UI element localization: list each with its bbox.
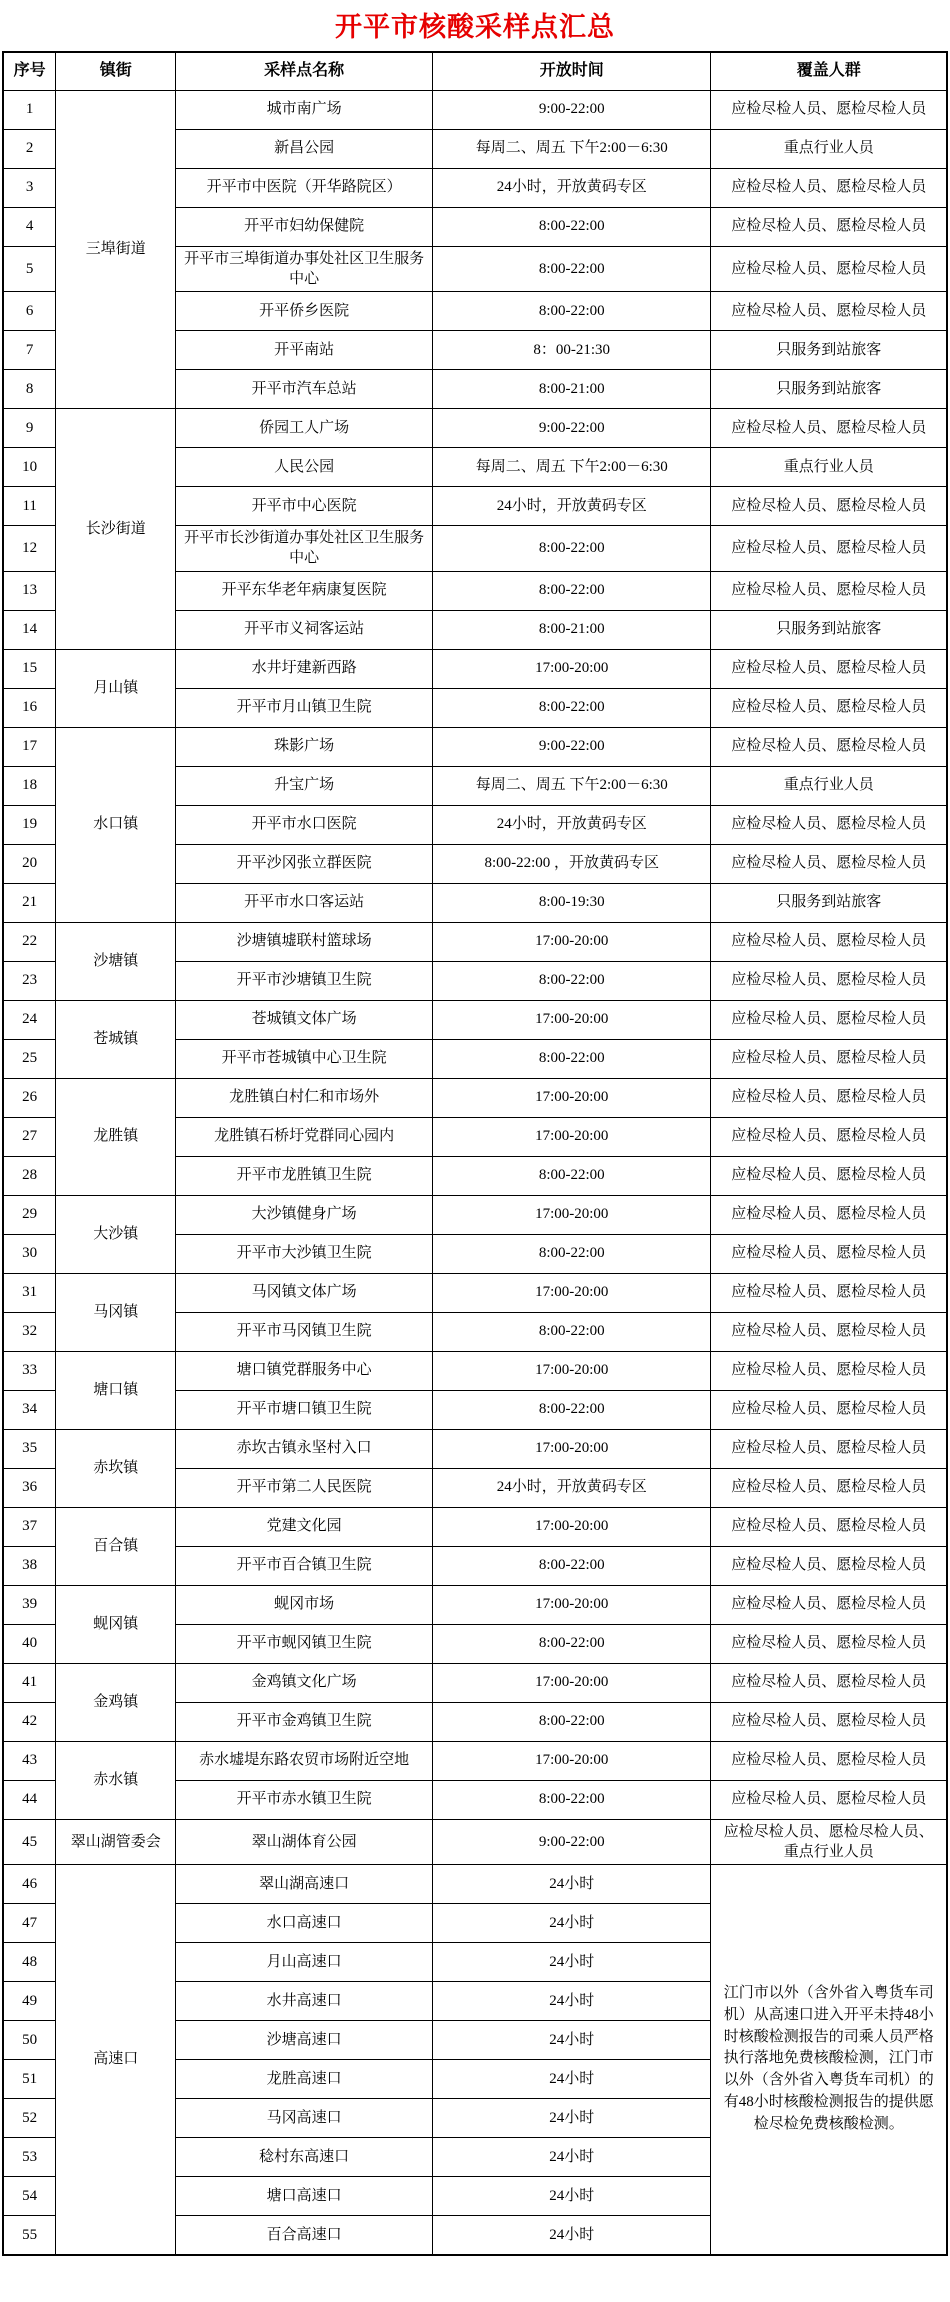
row-number: 40 xyxy=(3,1624,56,1663)
town-cell: 翠山湖管委会 xyxy=(56,1819,176,1865)
site-name-cell: 龙胜镇白村仁和市场外 xyxy=(176,1078,433,1117)
open-time-cell: 24小时 xyxy=(433,1865,711,1904)
open-time-cell: 17:00-20:00 xyxy=(433,1741,711,1780)
coverage-cell: 应检尽检人员、愿检尽检人员 xyxy=(711,1663,947,1702)
open-time-cell: 8:00-22:00 xyxy=(433,1234,711,1273)
coverage-cell: 应检尽检人员、愿检尽检人员 xyxy=(711,688,947,727)
row-number: 54 xyxy=(3,2177,56,2216)
row-number: 29 xyxy=(3,1195,56,1234)
open-time-cell: 8:00-22:00 xyxy=(433,207,711,246)
open-time-cell: 8:00-22:00 xyxy=(433,292,711,331)
site-name-cell: 开平市沙塘镇卫生院 xyxy=(176,961,433,1000)
row-number: 39 xyxy=(3,1585,56,1624)
row-number: 46 xyxy=(3,1865,56,1904)
open-time-cell: 24小时 xyxy=(433,1982,711,2021)
open-time-cell: 8:00-19:30 xyxy=(433,883,711,922)
row-number: 41 xyxy=(3,1663,56,1702)
open-time-cell: 8:00-22:00 xyxy=(433,1702,711,1741)
open-time-cell: 17:00-20:00 xyxy=(433,1585,711,1624)
site-name-cell: 开平市龙胜镇卫生院 xyxy=(176,1156,433,1195)
coverage-cell: 应检尽检人员、愿检尽检人员 xyxy=(711,246,947,292)
open-time-cell: 24小时 xyxy=(433,2216,711,2255)
coverage-cell: 应检尽检人员、愿检尽检人员 xyxy=(711,844,947,883)
row-number: 53 xyxy=(3,2138,56,2177)
coverage-cell: 应检尽检人员、愿检尽检人员 xyxy=(711,727,947,766)
site-name-cell: 马冈高速口 xyxy=(176,2099,433,2138)
row-number: 47 xyxy=(3,1904,56,1943)
coverage-cell: 应检尽检人员、愿检尽检人员 xyxy=(711,1624,947,1663)
row-number: 52 xyxy=(3,2099,56,2138)
town-cell: 大沙镇 xyxy=(56,1195,176,1273)
site-name-cell: 开平市百合镇卫生院 xyxy=(176,1546,433,1585)
town-cell: 塘口镇 xyxy=(56,1351,176,1429)
open-time-cell: 8:00-22:00 ，开放黄码专区 xyxy=(433,844,711,883)
coverage-cell: 应检尽检人员、愿检尽检人员 xyxy=(711,1273,947,1312)
row-number: 44 xyxy=(3,1780,56,1819)
open-time-cell: 8:00-22:00 xyxy=(433,961,711,1000)
table-row xyxy=(3,727,947,766)
coverage-cell: 应检尽检人员、愿检尽检人员 xyxy=(711,1000,947,1039)
row-number: 55 xyxy=(3,2216,56,2255)
row-number: 43 xyxy=(3,1741,56,1780)
open-time-cell: 8：00-21:30 xyxy=(433,331,711,370)
coverage-cell: 应检尽检人员、愿检尽检人员 xyxy=(711,207,947,246)
coverage-cell: 重点行业人员 xyxy=(711,129,947,168)
row-number: 12 xyxy=(3,526,56,572)
site-name-cell: 塘口镇党群服务中心 xyxy=(176,1351,433,1390)
coverage-cell: 重点行业人员 xyxy=(711,766,947,805)
open-time-cell: 24小时，开放黄码专区 xyxy=(433,168,711,207)
open-time-cell: 8:00-22:00 xyxy=(433,1624,711,1663)
coverage-cell: 应检尽检人员、愿检尽检人员 xyxy=(711,1195,947,1234)
coverage-cell: 只服务到站旅客 xyxy=(711,610,947,649)
site-name-cell: 金鸡镇文化广场 xyxy=(176,1663,433,1702)
site-name-cell: 党建文化园 xyxy=(176,1507,433,1546)
site-name-cell: 开平市金鸡镇卫生院 xyxy=(176,1702,433,1741)
town-cell: 沙塘镇 xyxy=(56,922,176,1000)
coverage-cell: 应检尽检人员、愿检尽检人员 xyxy=(711,1429,947,1468)
town-cell: 赤水镇 xyxy=(56,1741,176,1819)
coverage-cell: 应检尽检人员、愿检尽检人员 xyxy=(711,1156,947,1195)
town-cell: 金鸡镇 xyxy=(56,1663,176,1741)
open-time-cell: 24小时 xyxy=(433,2177,711,2216)
town-cell: 赤坎镇 xyxy=(56,1429,176,1507)
open-time-cell: 17:00-20:00 xyxy=(433,1000,711,1039)
table-row xyxy=(3,1273,947,1312)
town-cell: 龙胜镇 xyxy=(56,1078,176,1195)
open-time-cell: 每周二、周五 下午2:00－6:30 xyxy=(433,129,711,168)
site-name-cell: 开平市妇幼保健院 xyxy=(176,207,433,246)
site-name-cell: 升宝广场 xyxy=(176,766,433,805)
row-number: 28 xyxy=(3,1156,56,1195)
open-time-cell: 24小时 xyxy=(433,2060,711,2099)
site-name-cell: 赤水墟堤东路农贸市场附近空地 xyxy=(176,1741,433,1780)
row-number: 18 xyxy=(3,766,56,805)
row-number: 21 xyxy=(3,883,56,922)
site-name-cell: 开平市长沙街道办事处社区卫生服务中心 xyxy=(176,526,433,572)
open-time-cell: 8:00-22:00 xyxy=(433,571,711,610)
site-name-cell: 开平侨乡医院 xyxy=(176,292,433,331)
coverage-cell: 应检尽检人员、愿检尽检人员 xyxy=(711,1078,947,1117)
row-number: 20 xyxy=(3,844,56,883)
table-row xyxy=(3,1819,947,1865)
site-name-cell: 百合高速口 xyxy=(176,2216,433,2255)
coverage-cell: 应检尽检人员、愿检尽检人员 xyxy=(711,1507,947,1546)
town-cell: 蚬冈镇 xyxy=(56,1585,176,1663)
row-number: 50 xyxy=(3,2021,56,2060)
coverage-cell: 应检尽检人员、愿检尽检人员 xyxy=(711,526,947,572)
open-time-cell: 8:00-21:00 xyxy=(433,370,711,409)
table-row xyxy=(3,1507,947,1546)
row-number: 33 xyxy=(3,1351,56,1390)
site-name-cell: 沙塘镇墟联村篮球场 xyxy=(176,922,433,961)
header-open-time: 开放时间 xyxy=(433,52,711,90)
row-number: 1 xyxy=(3,90,56,129)
table-row xyxy=(3,1865,947,1904)
coverage-cell: 应检尽检人员、愿检尽检人员 xyxy=(711,1546,947,1585)
row-number: 15 xyxy=(3,649,56,688)
header-coverage: 覆盖人群 xyxy=(711,52,947,90)
open-time-cell: 9:00-22:00 xyxy=(433,90,711,129)
site-name-cell: 城市南广场 xyxy=(176,90,433,129)
site-name-cell: 开平市义祠客运站 xyxy=(176,610,433,649)
open-time-cell: 17:00-20:00 xyxy=(433,1195,711,1234)
table-row xyxy=(3,1195,947,1234)
row-number: 4 xyxy=(3,207,56,246)
coverage-cell: 只服务到站旅客 xyxy=(711,331,947,370)
row-number: 8 xyxy=(3,370,56,409)
site-name-cell: 开平市水口客运站 xyxy=(176,883,433,922)
town-cell: 长沙街道 xyxy=(56,409,176,650)
open-time-cell: 17:00-20:00 xyxy=(433,922,711,961)
site-name-cell: 翠山湖体育公园 xyxy=(176,1819,433,1865)
table-row xyxy=(3,1741,947,1780)
row-number: 37 xyxy=(3,1507,56,1546)
row-number: 10 xyxy=(3,448,56,487)
site-name-cell: 苍城镇文体广场 xyxy=(176,1000,433,1039)
coverage-cell: 应检尽检人员、愿检尽检人员 xyxy=(711,1702,947,1741)
site-name-cell: 大沙镇健身广场 xyxy=(176,1195,433,1234)
coverage-cell: 应检尽检人员、愿检尽检人员 xyxy=(711,292,947,331)
site-name-cell: 开平市苍城镇中心卫生院 xyxy=(176,1039,433,1078)
open-time-cell: 9:00-22:00 xyxy=(433,1819,711,1865)
row-number: 19 xyxy=(3,805,56,844)
town-cell: 高速口 xyxy=(56,1865,176,2255)
table-row xyxy=(3,90,947,129)
site-name-cell: 月山高速口 xyxy=(176,1943,433,1982)
row-number: 22 xyxy=(3,922,56,961)
site-name-cell: 翠山湖高速口 xyxy=(176,1865,433,1904)
open-time-cell: 24小时，开放黄码专区 xyxy=(433,1468,711,1507)
open-time-cell: 24小时 xyxy=(433,2138,711,2177)
header-number: 序号 xyxy=(3,52,56,90)
open-time-cell: 9:00-22:00 xyxy=(433,409,711,448)
table-row xyxy=(3,1351,947,1390)
coverage-cell: 只服务到站旅客 xyxy=(711,883,947,922)
site-name-cell: 龙胜高速口 xyxy=(176,2060,433,2099)
site-name-cell: 开平沙冈张立群医院 xyxy=(176,844,433,883)
open-time-cell: 每周二、周五 下午2:00－6:30 xyxy=(433,766,711,805)
open-time-cell: 17:00-20:00 xyxy=(433,1078,711,1117)
row-number: 6 xyxy=(3,292,56,331)
table-row xyxy=(3,1078,947,1117)
site-name-cell: 开平市月山镇卫生院 xyxy=(176,688,433,727)
open-time-cell: 8:00-22:00 xyxy=(433,526,711,572)
header-town: 镇街 xyxy=(56,52,176,90)
table-row xyxy=(3,1585,947,1624)
open-time-cell: 24小时 xyxy=(433,2099,711,2138)
header-row xyxy=(3,52,947,90)
town-cell: 三埠街道 xyxy=(56,90,176,409)
open-time-cell: 8:00-22:00 xyxy=(433,1039,711,1078)
site-name-cell: 开平市中心医院 xyxy=(176,487,433,526)
row-number: 27 xyxy=(3,1117,56,1156)
coverage-cell: 应检尽检人员、愿检尽检人员 xyxy=(711,1039,947,1078)
row-number: 38 xyxy=(3,1546,56,1585)
row-number: 17 xyxy=(3,727,56,766)
open-time-cell: 8:00-22:00 xyxy=(433,246,711,292)
coverage-cell: 重点行业人员 xyxy=(711,448,947,487)
site-name-cell: 水井圩建新西路 xyxy=(176,649,433,688)
open-time-cell: 8:00-22:00 xyxy=(433,1546,711,1585)
site-name-cell: 沙塘高速口 xyxy=(176,2021,433,2060)
open-time-cell: 24小时 xyxy=(433,1904,711,1943)
site-name-cell: 开平市塘口镇卫生院 xyxy=(176,1390,433,1429)
row-number: 45 xyxy=(3,1819,56,1865)
row-number: 48 xyxy=(3,1943,56,1982)
coverage-cell: 应检尽检人员、愿检尽检人员 xyxy=(711,805,947,844)
header-site-name: 采样点名称 xyxy=(176,52,433,90)
row-number: 51 xyxy=(3,2060,56,2099)
row-number: 49 xyxy=(3,1982,56,2021)
row-number: 7 xyxy=(3,331,56,370)
town-cell: 月山镇 xyxy=(56,649,176,727)
site-name-cell: 稔村东高速口 xyxy=(176,2138,433,2177)
site-name-cell: 赤坎古镇永坚村入口 xyxy=(176,1429,433,1468)
table-row xyxy=(3,1000,947,1039)
coverage-cell: 应检尽检人员、愿检尽检人员 xyxy=(711,571,947,610)
open-time-cell: 17:00-20:00 xyxy=(433,1507,711,1546)
site-name-cell: 开平南站 xyxy=(176,331,433,370)
row-number: 2 xyxy=(3,129,56,168)
site-name-cell: 开平市蚬冈镇卫生院 xyxy=(176,1624,433,1663)
site-name-cell: 开平市赤水镇卫生院 xyxy=(176,1780,433,1819)
row-number: 5 xyxy=(3,246,56,292)
row-number: 30 xyxy=(3,1234,56,1273)
coverage-cell: 应检尽检人员、愿检尽检人员 xyxy=(711,1780,947,1819)
row-number: 35 xyxy=(3,1429,56,1468)
town-cell: 水口镇 xyxy=(56,727,176,922)
row-number: 24 xyxy=(3,1000,56,1039)
site-name-cell: 开平东华老年病康复医院 xyxy=(176,571,433,610)
coverage-cell: 应检尽检人员、愿检尽检人员 xyxy=(711,1390,947,1429)
table-row xyxy=(3,1429,947,1468)
site-name-cell: 开平市水口医院 xyxy=(176,805,433,844)
row-number: 14 xyxy=(3,610,56,649)
open-time-cell: 24小时，开放黄码专区 xyxy=(433,487,711,526)
open-time-cell: 17:00-20:00 xyxy=(433,1273,711,1312)
open-time-cell: 24小时，开放黄码专区 xyxy=(433,805,711,844)
site-name-cell: 珠影广场 xyxy=(176,727,433,766)
open-time-cell: 17:00-20:00 xyxy=(433,1663,711,1702)
open-time-cell: 每周二、周五 下午2:00－6:30 xyxy=(433,448,711,487)
open-time-cell: 8:00-22:00 xyxy=(433,688,711,727)
table-row xyxy=(3,409,947,448)
row-number: 31 xyxy=(3,1273,56,1312)
table-header xyxy=(3,52,947,90)
coverage-cell: 应检尽检人员、愿检尽检人员 xyxy=(711,961,947,1000)
open-time-cell: 8:00-22:00 xyxy=(433,1390,711,1429)
sampling-points-table xyxy=(2,51,948,2256)
row-number: 42 xyxy=(3,1702,56,1741)
coverage-cell: 应检尽检人员、愿检尽检人员 xyxy=(711,1351,947,1390)
row-number: 34 xyxy=(3,1390,56,1429)
coverage-cell: 应检尽检人员、愿检尽检人员 xyxy=(711,1312,947,1351)
open-time-cell: 17:00-20:00 xyxy=(433,1429,711,1468)
site-name-cell: 开平市大沙镇卫生院 xyxy=(176,1234,433,1273)
site-name-cell: 开平市马冈镇卫生院 xyxy=(176,1312,433,1351)
site-name-cell: 水井高速口 xyxy=(176,1982,433,2021)
open-time-cell: 8:00-22:00 xyxy=(433,1312,711,1351)
coverage-cell: 应检尽检人员、愿检尽检人员 xyxy=(711,1117,947,1156)
page-title: 开平市核酸采样点汇总 xyxy=(335,12,615,42)
coverage-cell: 应检尽检人员、愿检尽检人员 xyxy=(711,922,947,961)
coverage-cell: 应检尽检人员、愿检尽检人员 xyxy=(711,90,947,129)
coverage-cell: 应检尽检人员、愿检尽检人员 xyxy=(711,1468,947,1507)
row-number: 13 xyxy=(3,571,56,610)
coverage-cell: 应检尽检人员、愿检尽检人员 xyxy=(711,168,947,207)
open-time-cell: 17:00-20:00 xyxy=(433,1117,711,1156)
open-time-cell: 17:00-20:00 xyxy=(433,649,711,688)
coverage-cell: 只服务到站旅客 xyxy=(711,370,947,409)
coverage-cell: 应检尽检人员、愿检尽检人员 xyxy=(711,1234,947,1273)
site-name-cell: 开平市第二人民医院 xyxy=(176,1468,433,1507)
table-row xyxy=(3,922,947,961)
table-row xyxy=(3,1663,947,1702)
coverage-cell: 应检尽检人员、愿检尽检人员 xyxy=(711,649,947,688)
site-name-cell: 侨园工人广场 xyxy=(176,409,433,448)
coverage-cell: 应检尽检人员、愿检尽检人员 xyxy=(711,1585,947,1624)
site-name-cell: 开平市中医院（开华路院区） xyxy=(176,168,433,207)
row-number: 36 xyxy=(3,1468,56,1507)
site-name-cell: 新昌公园 xyxy=(176,129,433,168)
site-name-cell: 开平市汽车总站 xyxy=(176,370,433,409)
row-number: 26 xyxy=(3,1078,56,1117)
site-name-cell: 水口高速口 xyxy=(176,1904,433,1943)
table-body xyxy=(3,90,947,2255)
coverage-cell: 应检尽检人员、愿检尽检人员 xyxy=(711,487,947,526)
coverage-cell: 应检尽检人员、愿检尽检人员、重点行业人员 xyxy=(711,1819,947,1865)
site-name-cell: 马冈镇文体广场 xyxy=(176,1273,433,1312)
coverage-cell: 应检尽检人员、愿检尽检人员 xyxy=(711,1741,947,1780)
row-number: 25 xyxy=(3,1039,56,1078)
row-number: 9 xyxy=(3,409,56,448)
open-time-cell: 17:00-20:00 xyxy=(433,1351,711,1390)
open-time-cell: 8:00-22:00 xyxy=(433,1156,711,1195)
row-number: 16 xyxy=(3,688,56,727)
site-name-cell: 人民公园 xyxy=(176,448,433,487)
site-name-cell: 龙胜镇石桥圩党群同心园内 xyxy=(176,1117,433,1156)
town-cell: 百合镇 xyxy=(56,1507,176,1585)
open-time-cell: 24小时 xyxy=(433,1943,711,1982)
row-number: 11 xyxy=(3,487,56,526)
site-name-cell: 塘口高速口 xyxy=(176,2177,433,2216)
coverage-cell: 应检尽检人员、愿检尽检人员 xyxy=(711,409,947,448)
open-time-cell: 24小时 xyxy=(433,2021,711,2060)
town-cell: 马冈镇 xyxy=(56,1273,176,1351)
row-number: 32 xyxy=(3,1312,56,1351)
town-cell: 苍城镇 xyxy=(56,1000,176,1078)
open-time-cell: 8:00-22:00 xyxy=(433,1780,711,1819)
row-number: 23 xyxy=(3,961,56,1000)
open-time-cell: 9:00-22:00 xyxy=(433,727,711,766)
site-name-cell: 开平市三埠街道办事处社区卫生服务中心 xyxy=(176,246,433,292)
table-row xyxy=(3,649,947,688)
open-time-cell: 8:00-21:00 xyxy=(433,610,711,649)
coverage-merged-cell: 江门市以外（含外省入粤货车司机）从高速口进入开平未持48小时核酸检测报告的司乘人员严格执行落地免费核酸检测，江门市以外（含外省入粤货车司机）的有48小时核酸检测报告的提供愿检尽检免费核酸检测。 xyxy=(711,1865,947,2255)
row-number: 3 xyxy=(3,168,56,207)
site-name-cell: 蚬冈市场 xyxy=(176,1585,433,1624)
